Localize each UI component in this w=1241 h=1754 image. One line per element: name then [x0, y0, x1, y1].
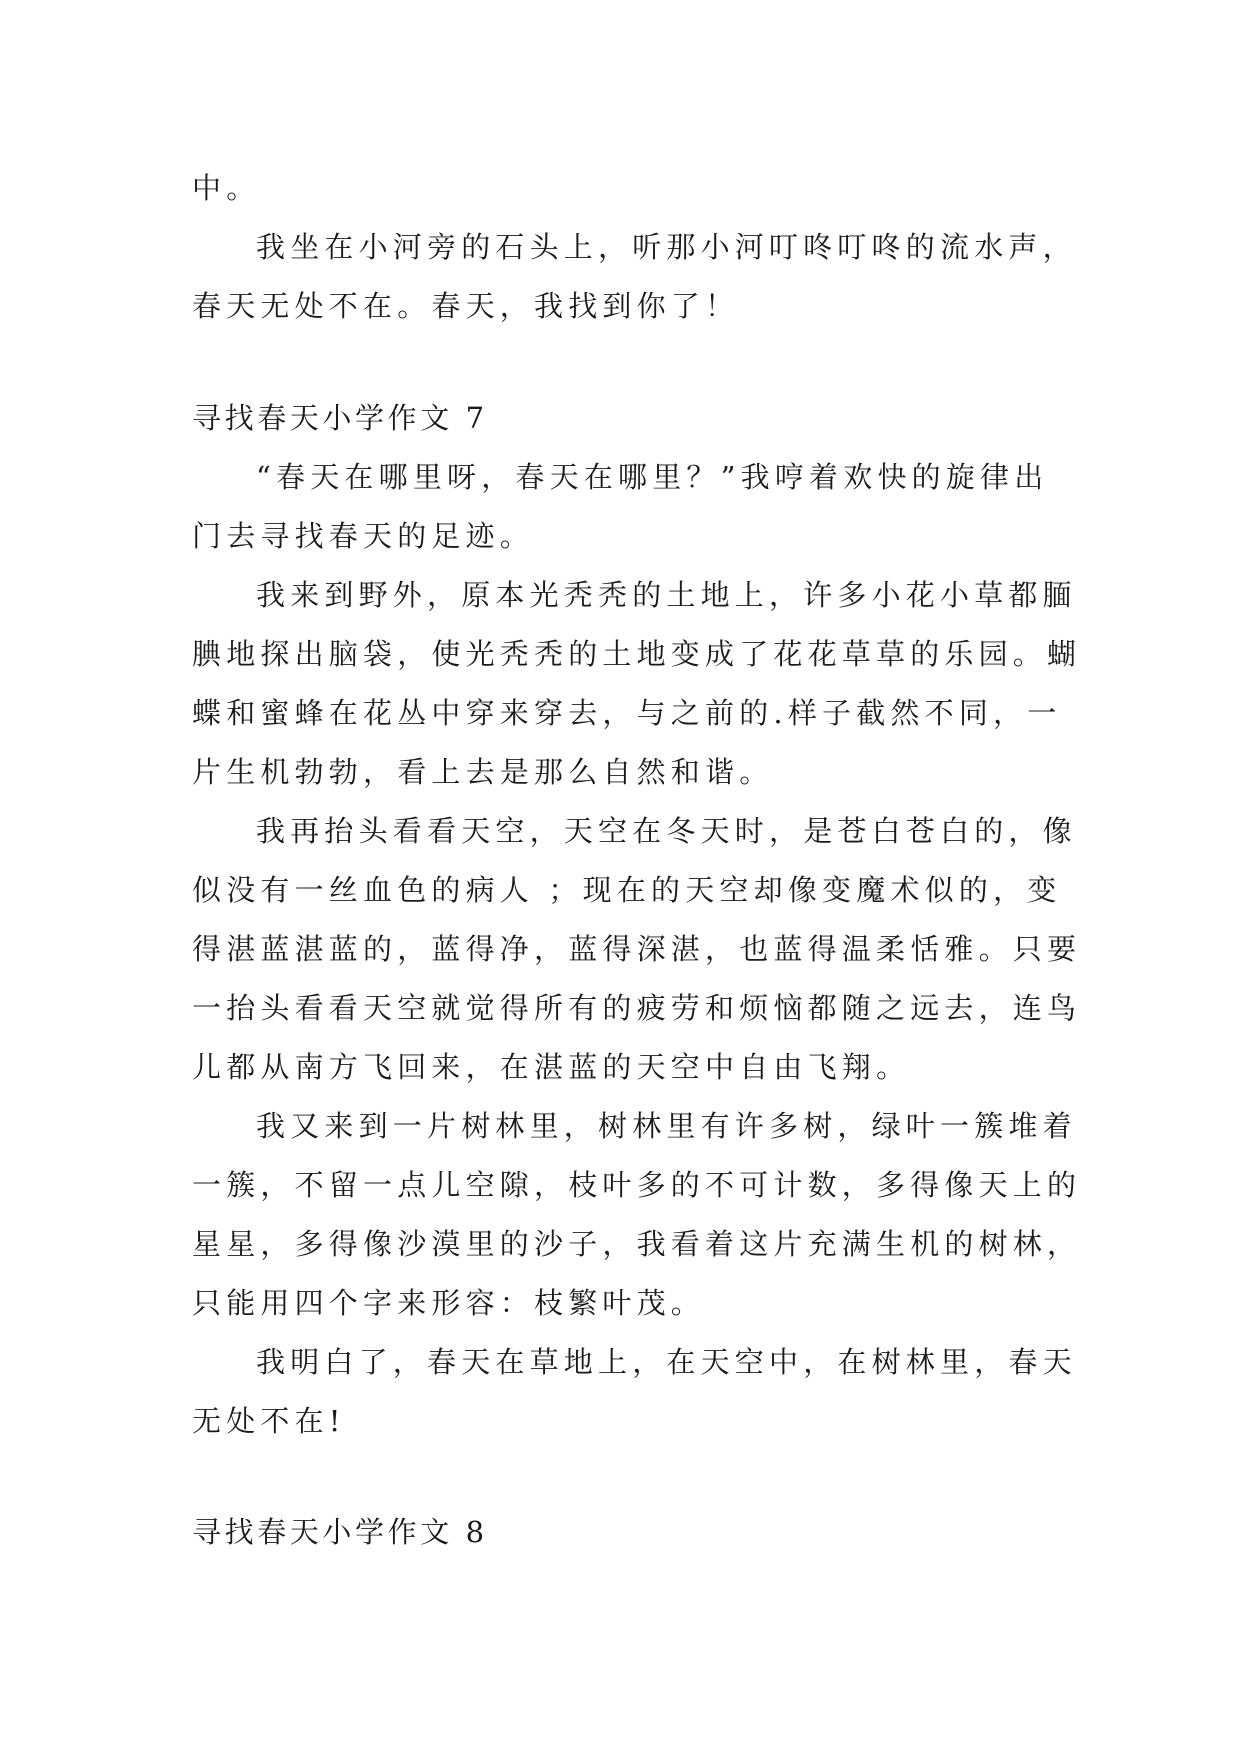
paragraph-line: 星星，多得像沙漠里的沙子，我看着这片充满生机的树林，: [192, 1227, 1082, 1261]
paragraph-line: 片生机勃勃，看上去是那么自然和谐。: [192, 755, 774, 789]
paragraph-line: 似没有一丝血色的病人 ；现在的天空却像变魔术似的，变: [192, 873, 1062, 907]
paragraph-line: 只能用四个字来形容：枝繁叶茂。: [192, 1286, 706, 1320]
paragraph-line: 儿都从南方飞回来，在湛蓝的天空中自由飞翔。: [192, 1050, 911, 1084]
paragraph-line: 腆地探出脑袋，使光秃秃的土地变成了花花草草的乐园。蝴: [192, 637, 1082, 671]
paragraph-line: 中。: [192, 171, 261, 205]
paragraph-line: 我再抬头看看天空，天空在冬天时，是苍白苍白的，像: [256, 814, 1077, 848]
paragraph-line: 门去寻找春天的足迹。: [192, 519, 535, 553]
paragraph-line: 得湛蓝湛蓝的，蓝得净，蓝得深湛，也蓝得温柔恬雅。只要: [192, 932, 1082, 966]
paragraph-line: 蝶和蜜蜂在花丛中穿来穿去，与之前的.样子截然不同，一: [192, 696, 1062, 730]
paragraph-line: 一簇，不留一点儿空隙，枝叶多的不可计数，多得像天上的: [192, 1168, 1082, 1202]
section-heading: 寻找春天小学作文 7: [192, 401, 488, 435]
paragraph-line: 我来到野外，原本光秃秃的土地上，许多小花小草都腼: [256, 578, 1077, 612]
paragraph-line: 无处不在!: [192, 1404, 346, 1438]
paragraph-line: 一抬头看看天空就觉得所有的疲劳和烦恼都随之远去，连鸟: [192, 991, 1082, 1025]
paragraph-line: 我又来到一片树林里，树林里有许多树，绿叶一簇堆着: [256, 1109, 1077, 1143]
paragraph-line: “春天在哪里呀，春天在哪里？”我哼着欢快的旋律出: [256, 460, 1049, 494]
paragraph-line: 我坐在小河旁的石头上，听那小河叮咚叮咚的流水声，: [256, 230, 1077, 264]
paragraph-line: 春天无处不在。春天，我找到你了！: [192, 289, 740, 323]
paragraph-line: 我明白了，春天在草地上，在天空中，在树林里，春天: [256, 1345, 1077, 1379]
section-heading: 寻找春天小学作文 8: [192, 1515, 488, 1549]
